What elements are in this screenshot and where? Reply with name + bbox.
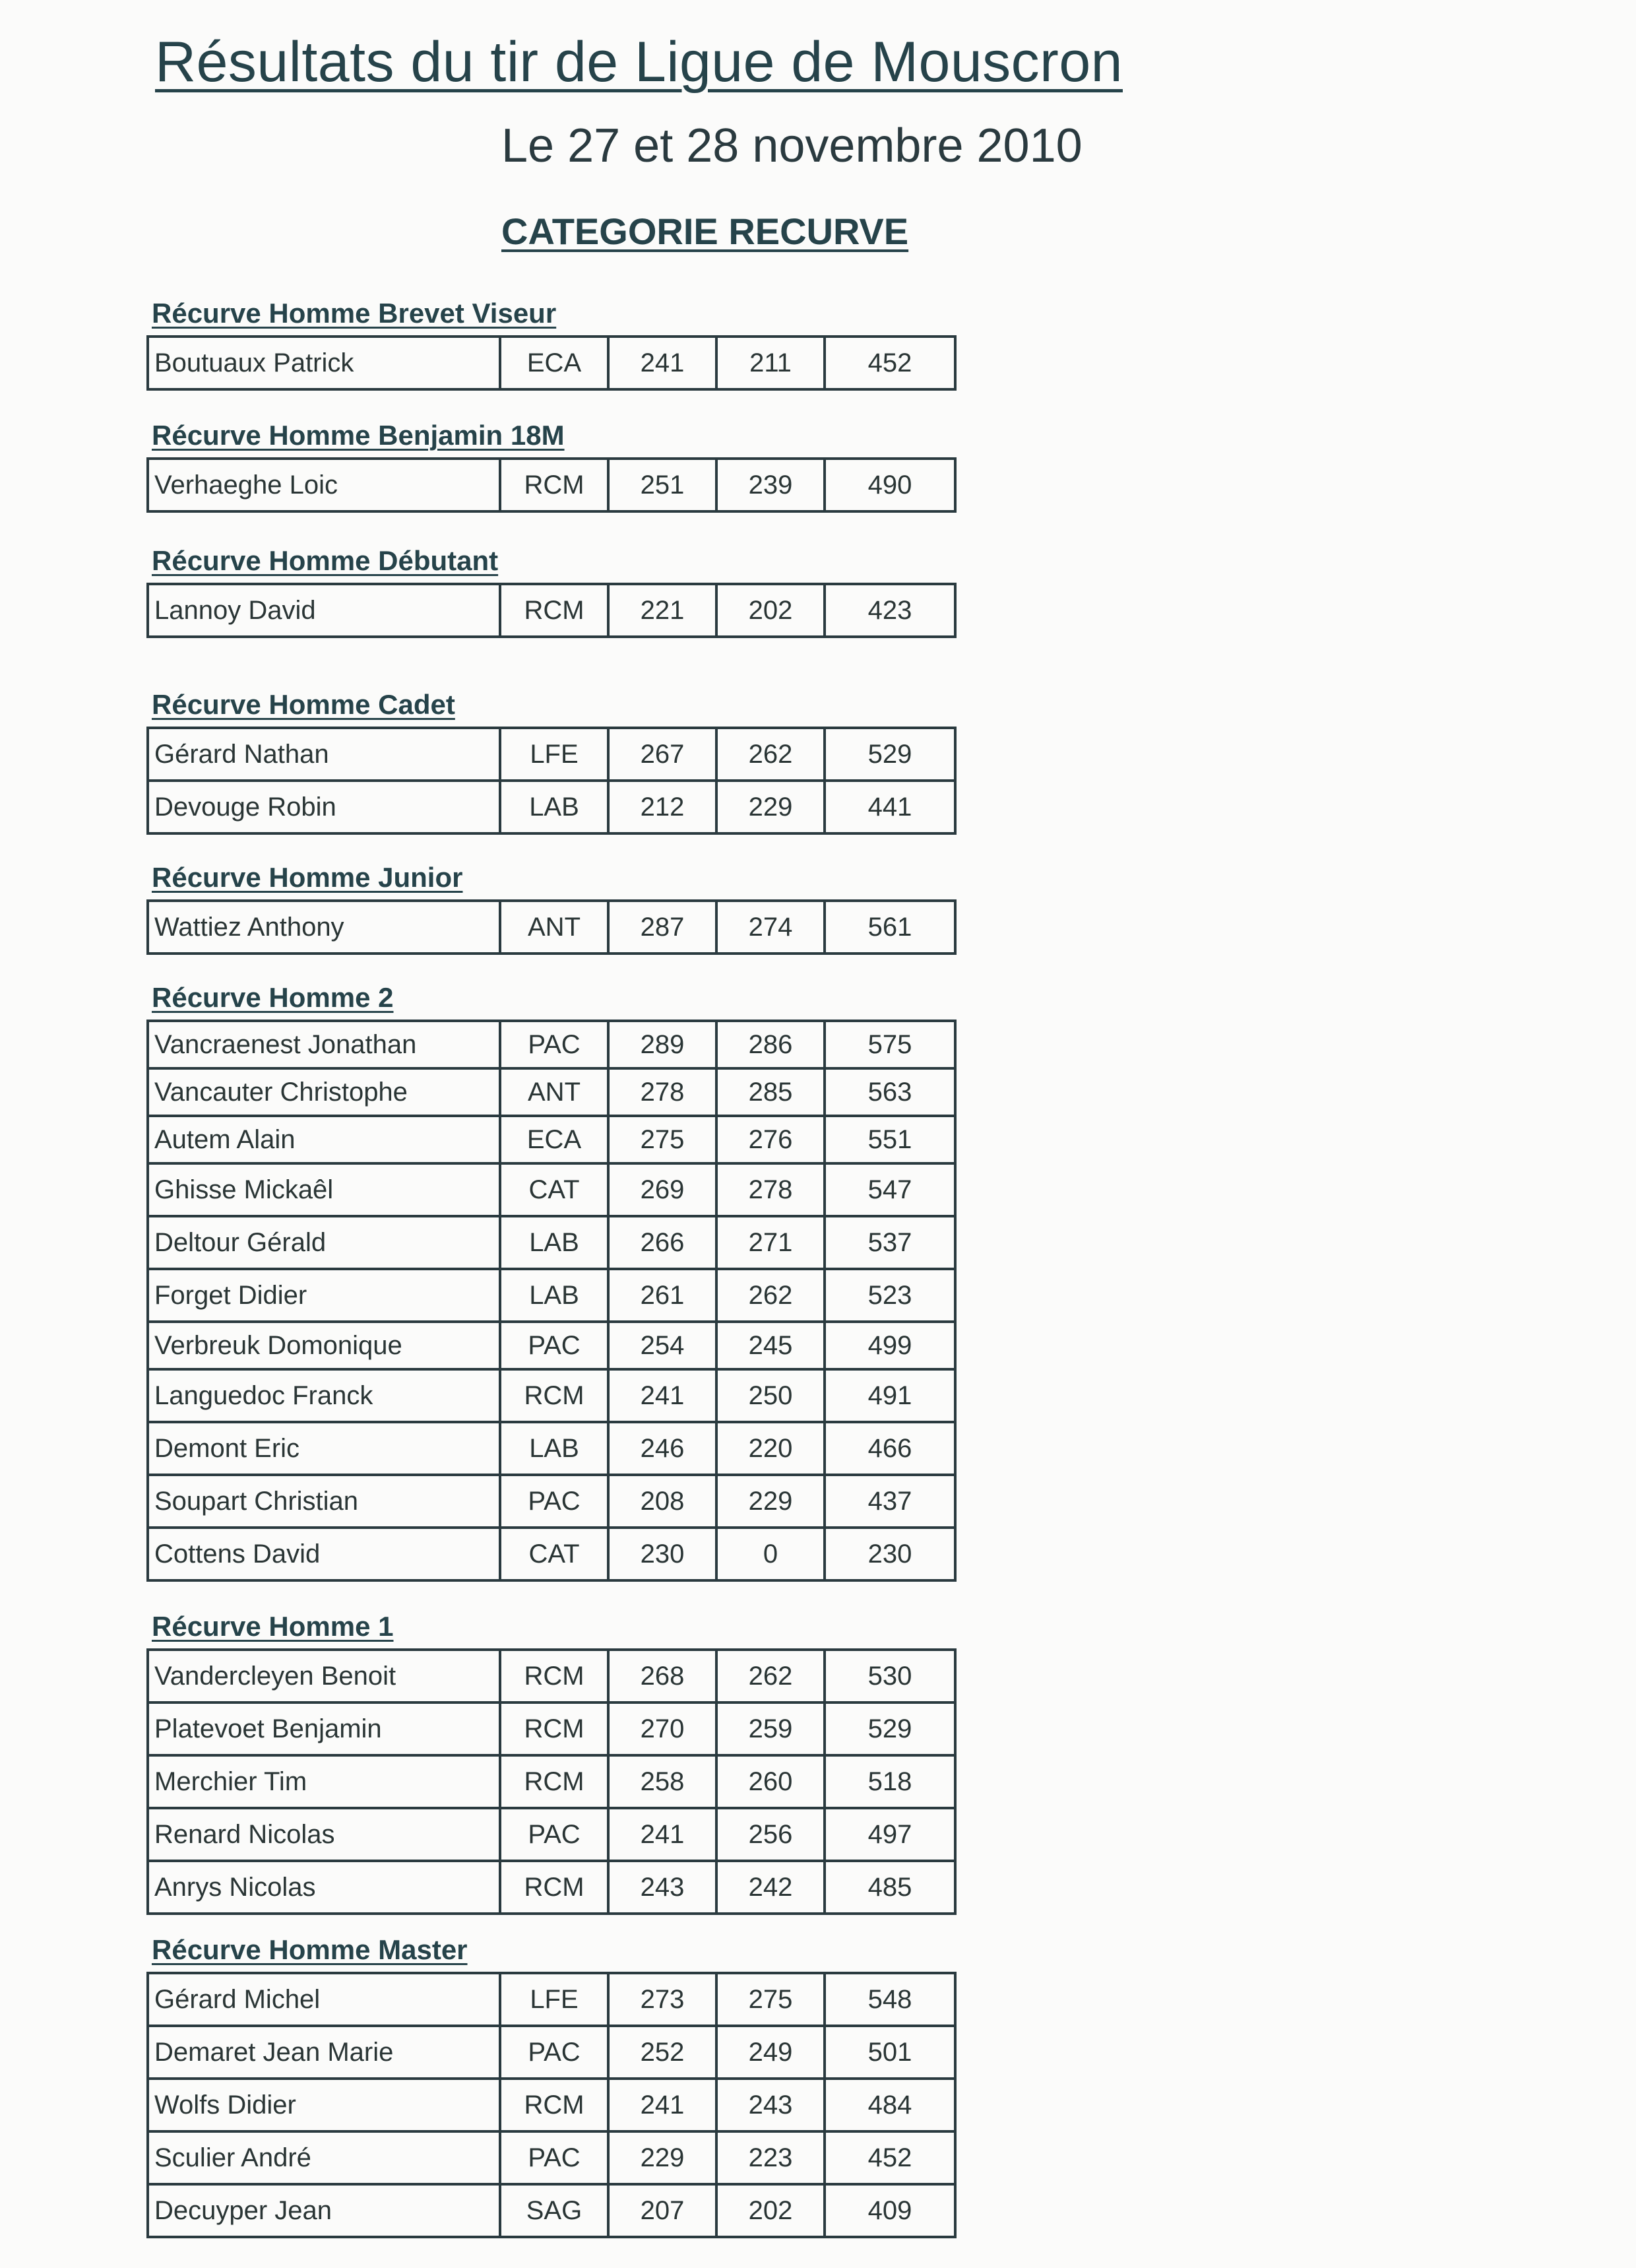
- score-round2-cell: 256: [716, 1808, 825, 1861]
- results-table: [146, 727, 957, 835]
- results-table: [146, 335, 957, 391]
- table-row: [148, 901, 955, 954]
- total-score-cell: 452: [825, 337, 955, 389]
- total-score-cell: 551: [825, 1116, 955, 1163]
- total-score-cell: 484: [825, 2079, 955, 2131]
- total-score-cell: 491: [825, 1369, 955, 1422]
- club-cell: PAC: [500, 2131, 608, 2184]
- score-round1-cell: 273: [608, 1973, 716, 2026]
- total-score-cell: 490: [825, 459, 955, 511]
- archer-name-cell: Vandercleyen Benoit: [148, 1650, 500, 1702]
- archer-name-cell: Vancraenest Jonathan: [148, 1021, 500, 1068]
- club-cell: ANT: [500, 1068, 608, 1116]
- table-row: [148, 1369, 955, 1422]
- score-round1-cell: 251: [608, 459, 716, 511]
- score-round2-cell: 0: [716, 1528, 825, 1580]
- score-round2-cell: 245: [716, 1322, 825, 1369]
- archer-name-cell: Gérard Michel: [148, 1973, 500, 2026]
- results-section: [146, 861, 957, 955]
- section-title: Récurve Homme 2: [152, 982, 394, 1013]
- archer-name-cell: Wolfs Didier: [148, 2079, 500, 2131]
- table-row: [148, 1650, 955, 1702]
- score-round1-cell: 270: [608, 1702, 716, 1755]
- table-row: [148, 1475, 955, 1528]
- table-row: [148, 781, 955, 833]
- total-score-cell: 563: [825, 1068, 955, 1116]
- table-row: [148, 1755, 955, 1808]
- archer-name-cell: Autem Alain: [148, 1116, 500, 1163]
- score-round2-cell: 249: [716, 2026, 825, 2079]
- results-table: [146, 583, 957, 638]
- score-round1-cell: 243: [608, 1861, 716, 1914]
- archer-name-cell: Sculier André: [148, 2131, 500, 2184]
- event-date: Le 27 et 28 novembre 2010: [501, 119, 1083, 172]
- score-round1-cell: 258: [608, 1755, 716, 1808]
- score-round1-cell: 267: [608, 728, 716, 781]
- total-score-cell: 529: [825, 728, 955, 781]
- total-score-cell: 518: [825, 1755, 955, 1808]
- score-round1-cell: 208: [608, 1475, 716, 1528]
- table-row: [148, 2131, 955, 2184]
- archer-name-cell: Ghisse Mickaêl: [148, 1163, 500, 1216]
- club-cell: RCM: [500, 1369, 608, 1422]
- total-score-cell: 530: [825, 1650, 955, 1702]
- section-title: Récurve Homme Débutant: [152, 545, 499, 576]
- table-row: [148, 1861, 955, 1914]
- total-score-cell: 441: [825, 781, 955, 833]
- score-round2-cell: 229: [716, 781, 825, 833]
- total-score-cell: 497: [825, 1808, 955, 1861]
- score-round1-cell: 269: [608, 1163, 716, 1216]
- archer-name-cell: Cottens David: [148, 1528, 500, 1580]
- club-cell: RCM: [500, 1650, 608, 1702]
- score-round1-cell: 241: [608, 1808, 716, 1861]
- score-round1-cell: 241: [608, 337, 716, 389]
- table-row: [148, 459, 955, 511]
- total-score-cell: 499: [825, 1322, 955, 1369]
- document-title: Résultats du tir de Ligue de Mouscron: [155, 30, 1123, 94]
- score-round2-cell: 220: [716, 1422, 825, 1475]
- archer-name-cell: Decuyper Jean: [148, 2184, 500, 2237]
- archer-name-cell: Anrys Nicolas: [148, 1861, 500, 1914]
- score-round2-cell: 278: [716, 1163, 825, 1216]
- score-round1-cell: 278: [608, 1068, 716, 1116]
- club-cell: SAG: [500, 2184, 608, 2237]
- archer-name-cell: Gérard Nathan: [148, 728, 500, 781]
- total-score-cell: 466: [825, 1422, 955, 1475]
- archer-name-cell: Verhaeghe Loic: [148, 459, 500, 511]
- total-score-cell: 485: [825, 1861, 955, 1914]
- score-round1-cell: 230: [608, 1528, 716, 1580]
- table-row: [148, 1116, 955, 1163]
- club-cell: CAT: [500, 1163, 608, 1216]
- table-row: [148, 728, 955, 781]
- table-row: [148, 1702, 955, 1755]
- results-table: [146, 899, 957, 955]
- club-cell: LAB: [500, 781, 608, 833]
- score-round2-cell: 262: [716, 1269, 825, 1322]
- results-section: [146, 419, 957, 513]
- table-row: [148, 1322, 955, 1369]
- score-round1-cell: 254: [608, 1322, 716, 1369]
- club-cell: LAB: [500, 1422, 608, 1475]
- club-cell: CAT: [500, 1528, 608, 1580]
- archer-name-cell: Merchier Tim: [148, 1755, 500, 1808]
- table-row: [148, 2079, 955, 2131]
- club-cell: RCM: [500, 1861, 608, 1914]
- results-section: [146, 1610, 957, 1915]
- table-row: [148, 1269, 955, 1322]
- score-round2-cell: 275: [716, 1973, 825, 2026]
- table-row: [148, 2026, 955, 2079]
- total-score-cell: 561: [825, 901, 955, 954]
- section-title: Récurve Homme 1: [152, 1611, 394, 1642]
- club-cell: RCM: [500, 459, 608, 511]
- total-score-cell: 423: [825, 584, 955, 637]
- score-round2-cell: 202: [716, 2184, 825, 2237]
- archer-name-cell: Platevoet Benjamin: [148, 1702, 500, 1755]
- results-table: [146, 1972, 957, 2238]
- results-section: [146, 1933, 957, 2238]
- club-cell: LAB: [500, 1216, 608, 1269]
- table-row: [148, 584, 955, 637]
- score-round1-cell: 221: [608, 584, 716, 637]
- section-title: Récurve Homme Brevet Viseur: [152, 298, 557, 329]
- score-round2-cell: 239: [716, 459, 825, 511]
- score-round1-cell: 252: [608, 2026, 716, 2079]
- club-cell: RCM: [500, 584, 608, 637]
- score-round1-cell: 266: [608, 1216, 716, 1269]
- archer-name-cell: Wattiez Anthony: [148, 901, 500, 954]
- archer-name-cell: Renard Nicolas: [148, 1808, 500, 1861]
- score-round1-cell: 287: [608, 901, 716, 954]
- score-round2-cell: 243: [716, 2079, 825, 2131]
- table-row: [148, 337, 955, 389]
- score-round1-cell: 275: [608, 1116, 716, 1163]
- total-score-cell: 437: [825, 1475, 955, 1528]
- score-round2-cell: 250: [716, 1369, 825, 1422]
- score-round2-cell: 271: [716, 1216, 825, 1269]
- club-cell: ANT: [500, 901, 608, 954]
- club-cell: PAC: [500, 1322, 608, 1369]
- club-cell: PAC: [500, 1021, 608, 1068]
- club-cell: LAB: [500, 1269, 608, 1322]
- score-round2-cell: 260: [716, 1755, 825, 1808]
- section-title: Récurve Homme Cadet: [152, 689, 455, 720]
- total-score-cell: 548: [825, 1973, 955, 2026]
- score-round2-cell: 274: [716, 901, 825, 954]
- score-round2-cell: 242: [716, 1861, 825, 1914]
- archer-name-cell: Demont Eric: [148, 1422, 500, 1475]
- archer-name-cell: Demaret Jean Marie: [148, 2026, 500, 2079]
- club-cell: ECA: [500, 337, 608, 389]
- score-round1-cell: 268: [608, 1650, 716, 1702]
- score-round2-cell: 223: [716, 2131, 825, 2184]
- score-round2-cell: 229: [716, 1475, 825, 1528]
- club-cell: RCM: [500, 2079, 608, 2131]
- club-cell: PAC: [500, 2026, 608, 2079]
- score-round1-cell: 207: [608, 2184, 716, 2237]
- archer-name-cell: Deltour Gérald: [148, 1216, 500, 1269]
- archer-name-cell: Languedoc Franck: [148, 1369, 500, 1422]
- total-score-cell: 575: [825, 1021, 955, 1068]
- club-cell: LFE: [500, 728, 608, 781]
- table-row: [148, 1021, 955, 1068]
- total-score-cell: 547: [825, 1163, 955, 1216]
- results-section: [146, 544, 957, 638]
- results-table: [146, 1648, 957, 1915]
- table-row: [148, 1528, 955, 1580]
- score-round1-cell: 241: [608, 1369, 716, 1422]
- archer-name-cell: Devouge Robin: [148, 781, 500, 833]
- score-round1-cell: 241: [608, 2079, 716, 2131]
- club-cell: ECA: [500, 1116, 608, 1163]
- score-round1-cell: 261: [608, 1269, 716, 1322]
- archer-name-cell: Verbreuk Domonique: [148, 1322, 500, 1369]
- total-score-cell: 409: [825, 2184, 955, 2237]
- table-row: [148, 1808, 955, 1861]
- club-cell: RCM: [500, 1702, 608, 1755]
- score-round1-cell: 229: [608, 2131, 716, 2184]
- club-cell: LFE: [500, 1973, 608, 2026]
- score-round1-cell: 289: [608, 1021, 716, 1068]
- results-table: [146, 457, 957, 513]
- total-score-cell: 452: [825, 2131, 955, 2184]
- score-round1-cell: 246: [608, 1422, 716, 1475]
- score-round2-cell: 262: [716, 1650, 825, 1702]
- score-round2-cell: 211: [716, 337, 825, 389]
- club-cell: RCM: [500, 1755, 608, 1808]
- score-round2-cell: 286: [716, 1021, 825, 1068]
- score-round2-cell: 202: [716, 584, 825, 637]
- total-score-cell: 523: [825, 1269, 955, 1322]
- table-row: [148, 1216, 955, 1269]
- total-score-cell: 537: [825, 1216, 955, 1269]
- table-row: [148, 1973, 955, 2026]
- section-title: Récurve Homme Junior: [152, 862, 463, 893]
- table-row: [148, 1422, 955, 1475]
- score-round1-cell: 212: [608, 781, 716, 833]
- results-section: [146, 297, 957, 391]
- section-title: Récurve Homme Benjamin 18M: [152, 420, 565, 451]
- total-score-cell: 529: [825, 1702, 955, 1755]
- archer-name-cell: Soupart Christian: [148, 1475, 500, 1528]
- score-round2-cell: 285: [716, 1068, 825, 1116]
- club-cell: PAC: [500, 1475, 608, 1528]
- section-title: Récurve Homme Master: [152, 1934, 468, 1965]
- table-row: [148, 1068, 955, 1116]
- archer-name-cell: Lannoy David: [148, 584, 500, 637]
- table-row: [148, 2184, 955, 2237]
- score-round2-cell: 262: [716, 728, 825, 781]
- results-table: [146, 1020, 957, 1582]
- total-score-cell: 501: [825, 2026, 955, 2079]
- category-heading: CATEGORIE RECURVE: [501, 211, 909, 252]
- archer-name-cell: Vancauter Christophe: [148, 1068, 500, 1116]
- score-round2-cell: 259: [716, 1702, 825, 1755]
- table-row: [148, 1163, 955, 1216]
- archer-name-cell: Boutuaux Patrick: [148, 337, 500, 389]
- score-round2-cell: 276: [716, 1116, 825, 1163]
- club-cell: PAC: [500, 1808, 608, 1861]
- results-section: [146, 688, 957, 835]
- total-score-cell: 230: [825, 1528, 955, 1580]
- results-section: [146, 981, 957, 1582]
- archer-name-cell: Forget Didier: [148, 1269, 500, 1322]
